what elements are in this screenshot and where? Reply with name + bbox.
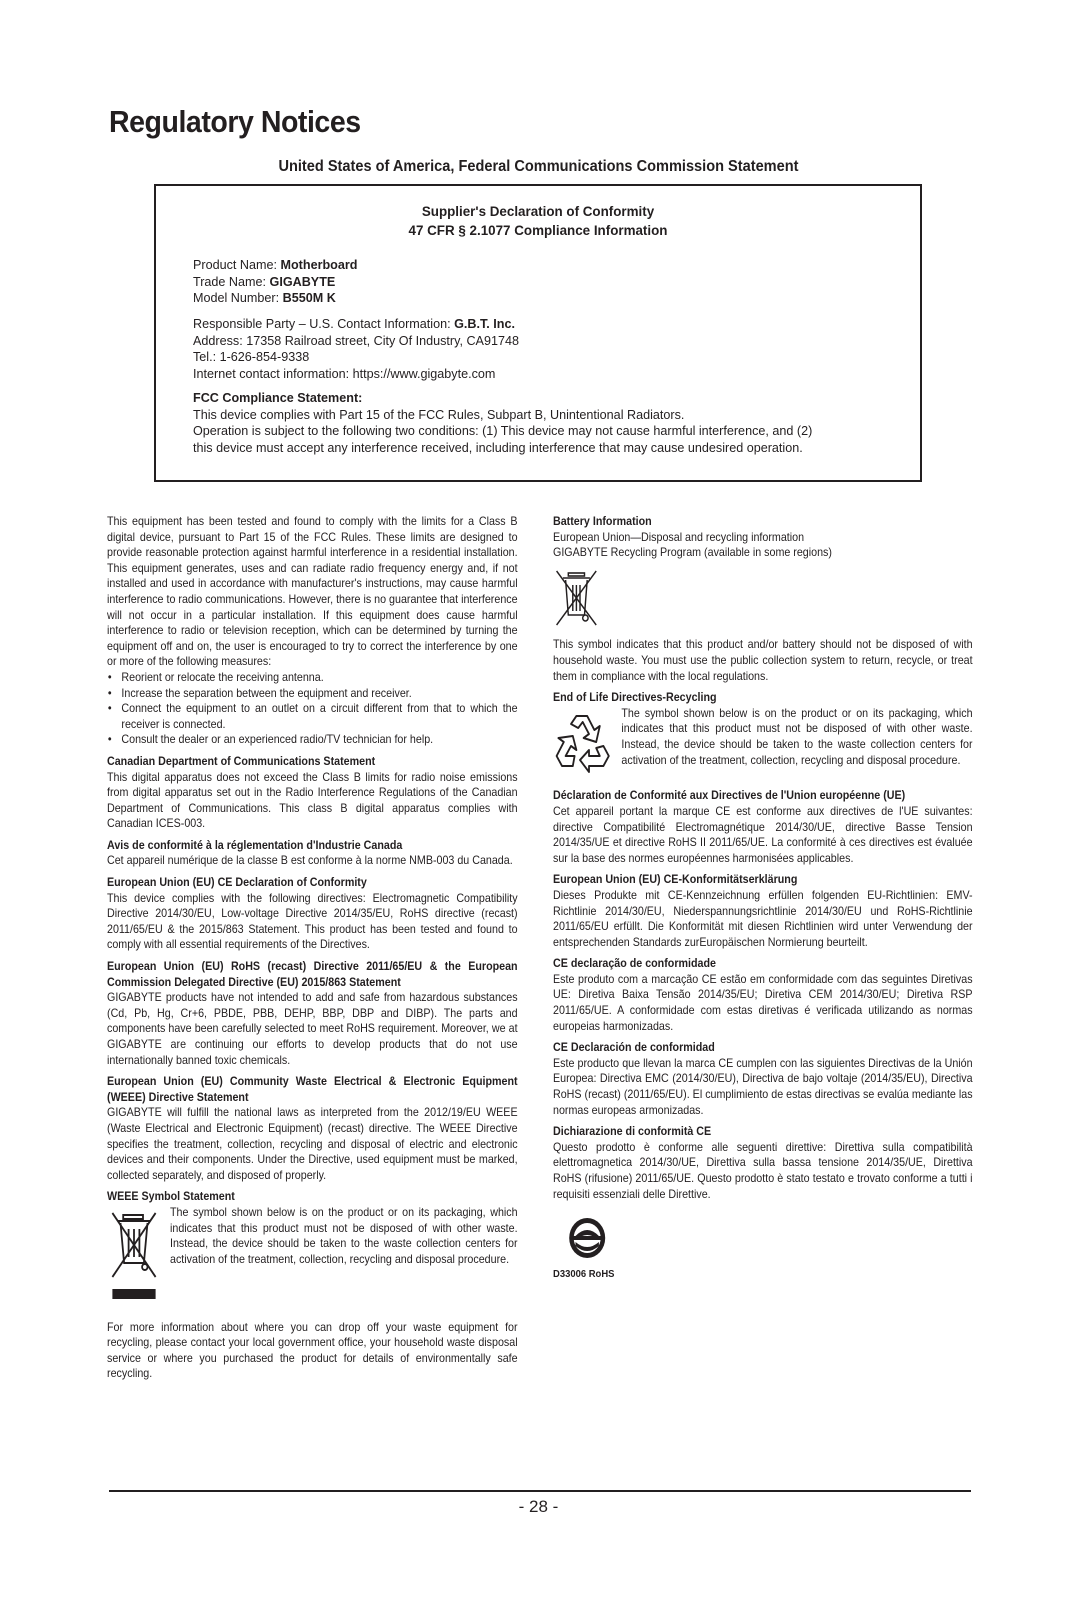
rohs-heading: European Union (EU) RoHS (recast) Directive 2011/65/EU & the European Commission Delegated Directive (EU) 2015/863 Statement — [107, 959, 518, 989]
fr-text: Cet appareil portant la marque CE est conforme aux directives de l'UE suivantes: directive Compatibilité Electromagnétique 2014/30/UE, directive Basse Tension 2014/35/UE et directive RoHS II 2011/65/UE. La conformité à ces directives est évaluée sur la base des normes européennes harmonisées applicables. — [553, 803, 973, 865]
es-text: Este producto que llevan la marca CE cumplen con las siguientes Directivas de la Unión Europea: Directiva EMC (2014/30/EU), Directiva de bajo voltaje (2014/35/EU), Directiva RoHS (recast) (2011/65/EU). El cumplimiento de estas directivas se evalúa mediante las normas europeas armonizadas. — [553, 1055, 973, 1117]
eol-text: The symbol shown below is on the product or on its packaging, which indicates that this product must not be disposed of with other waste. Instead, the device should be taken to the waste collection centers for activation of the treatment, collection, recycling and disposal procedure. — [621, 705, 973, 767]
weee-bin-icon — [107, 1205, 161, 1308]
box-heading-2: 47 CFR § 2.1077 Compliance Information — [408, 223, 668, 238]
weee-symbol-heading: WEEE Symbol Statement — [107, 1189, 235, 1204]
page-title: Regulatory Notices — [109, 104, 361, 139]
product-info — [193, 257, 357, 307]
list-item: • Reorient or relocate the receiving antenna. — [121, 670, 517, 686]
page-number: - 28 - — [518, 1497, 559, 1516]
compliance-line: This device complies with Part 15 of the FCC Rules, Subpart B, Unintentional Radiators. — [193, 407, 685, 422]
address: Address: 17358 Railroad street, City Of Industry, CA91748 — [193, 333, 519, 348]
crossed-bin-icon — [553, 567, 973, 634]
contact-info — [193, 316, 519, 382]
telephone: Tel.: 1-626-854-9338 — [193, 350, 310, 364]
trade-name-value: GIGABYTE — [269, 274, 336, 289]
pt-heading: CE declaração de conformidade — [553, 956, 716, 971]
measures-list — [107, 670, 518, 748]
list-item: • Connect the equipment to an outlet on a circuit different from that to which the receiver is connected. — [121, 701, 517, 732]
left-column — [107, 514, 518, 1382]
model-number-label: Model Number: — [193, 291, 283, 305]
more-info-text: For more information about where you can drop off your waste equipment for recycling, please contact your local government office, your household waste disposal service or where you purchased the product for details of environmentally safe recycling. — [107, 1319, 518, 1381]
pt-text: Este produto com a marcação CE estão em conformidade com das seguintes Diretivas UE: Diretiva Baixa Tensão 2014/35/EU; Diretiva CEM 2014/30/EU; Diretiva RSP 2011/65/UE. A conformidade com estas diretivas é verificada utilizando as normas europeias harmonizadas. — [553, 971, 973, 1033]
eu-ce-heading: European Union (EU) CE Declaration of Conformity — [107, 875, 367, 890]
it-text: Questo prodotto è conforme alle seguenti direttive: Direttiva sulla compatibilità elettromagnetica 2014/30/UE, Direttiva sulla bassa tensione 2014/35/UE, Direttiva RoHS (rifusione) 2011/65/UE. Questo prodotto è stato testato e trovato conforme a tutti i requisiti essenziali delle Direttive. — [553, 1139, 973, 1201]
box-heading-1: Supplier's Declaration of Conformity — [421, 204, 655, 219]
weee-text: GIGABYTE will fulfill the national laws as interpreted from the 2012/19/EU WEEE (Waste Electrical and Electronic Equipment) (recast) directive. The WEEE Directive specifies the treatment, collection, recycling and disposal of electric and electronic devices and their components. Under the Directive, used equipment must be marked, collected separately, and disposed of properly. — [107, 1105, 518, 1182]
rohs-label: D33006 RoHS — [553, 1267, 615, 1280]
battery-text: This symbol indicates that this product and/or battery should not be disposed of with household waste. You must use the public collection system to return, recycle, or treat them in compliance with the local regulations. — [553, 637, 973, 683]
right-column — [553, 514, 973, 1282]
fcc-declaration-box — [154, 184, 922, 482]
rohs-text: GIGABYTE products have not intended to add and safe from hazardous substances (Cd, Pb, Hg, Cr+6, PBDE, PBB, DEHP, BBP, DBP and DIBP). The parts and components have been carefully selected to meet RoHS requirement. Moreover, we at GIGABYTE are continuing our efforts to develop products that do not use internationally banned toxic chemicals. — [107, 990, 518, 1067]
weee-symbol-text: The symbol shown below is on the product or on its packaging, which indicates that this product must not be disposed of with other waste. Instead, the device should be taken to the waste collection centers for activation of the treatment, collection, recycling and disposal procedure. — [170, 1204, 518, 1266]
fcc-class-b-text: This equipment has been tested and found to comply with the limits for a Class B digital device, pursuant to Part 15 of the FCC Rules. These limits are designed to provide reasonable protection against harmful interference in a residential installation. This equipment generates, uses and can radiate radio frequency energy and, if not installed and used in accordance with manufacturer's instructions, may cause harmful interference to radio communications. However, there is no guarantee that interference will not occur in a particular installation. If this equipment does cause harmful interference to radio or television reception, which can be determined by turning the equipment off and on, the user is encouraged to try to correct the interference by one or more of the following measures: — [107, 514, 518, 669]
compliance-heading: FCC Compliance Statement: — [193, 391, 363, 405]
es-heading: CE Declaración de conformidad — [553, 1040, 715, 1055]
de-text: Dieses Produkte mit CE-Kennzeichnung erfüllen folgenden EU-Richtlinien: EMV-Richtlinie 2014/30/EU, Niederspannungsrichtlinie 2014/30/EU und RoHS-Richtlinie 2011/65/EU erfüllt. Die Konformität mit diesen Richtlinien wird unter Verwendung der entsprechenden Standards zurEuropäischen Normierung beurteilt. — [553, 887, 973, 949]
canada-heading: Canadian Department of Communications Statement — [107, 753, 376, 768]
fr-heading: Déclaration de Conformité aux Directives de l'Union européenne (UE) — [553, 788, 906, 803]
avis-text: Cet appareil numérique de la classe B est conforme à la norme NMB-003 du Canada. — [107, 853, 513, 868]
eu-ce-text: This device complies with the following directives: Electromagnetic Compatibility Directive 2014/30/EU, Low-voltage Directive 2014/35/EU, RoHS directive (recast) 2011/65/EU & the 2015/863 Statement. This product has been tested and found to comply with all essential requirements of the Directives. — [107, 890, 518, 952]
battery-line: European Union—Disposal and recycling information — [553, 529, 805, 544]
section-subtitle: United States of America, Federal Communications Commission Statement — [278, 158, 799, 175]
de-heading: European Union (EU) CE-Konformitätserklärung — [553, 872, 798, 887]
list-item: • Increase the separation between the equipment and receiver. — [121, 686, 517, 702]
model-number-value: B550M K — [282, 291, 336, 305]
battery-line: GIGABYTE Recycling Program (available in some regions) — [553, 545, 832, 560]
it-heading: Dichiarazione di conformità CE — [553, 1124, 712, 1139]
compliance-line: this device must accept any interference received, including interference that may cause undesired operation. — [193, 440, 803, 455]
battery-heading: Battery Information — [553, 514, 652, 528]
product-name-label: Product Name: — [193, 258, 281, 272]
canada-text: This digital apparatus does not exceed the Class B limits for radio noise emissions from digital apparatus set out in the Radio Interference Regulations of the Canadian Department of Communications. This class B digital apparatus complies with Canadian ICES-003. — [107, 769, 518, 831]
internet-contact: Internet contact information: https://www.gigabyte.com — [193, 366, 496, 381]
list-item: • Consult the dealer or an experienced radio/TV technician for help. — [121, 732, 517, 748]
responsible-party-label: Responsible Party – U.S. Contact Information: — [193, 317, 455, 331]
rohs-logo-icon — [567, 1216, 972, 1265]
eol-heading: End of Life Directives-Recycling — [553, 690, 717, 705]
product-name-value: Motherboard — [280, 258, 358, 272]
compliance-line: Operation is subject to the following two conditions: (1) This device may not cause harmful interference, and (2) — [193, 424, 813, 438]
trade-name-label: Trade Name: — [193, 274, 270, 289]
weee-heading: European Union (EU) Community Waste Electrical & Electronic Equipment (WEEE) Directive Statement — [107, 1074, 518, 1104]
responsible-party-value: G.B.T. Inc. — [454, 317, 515, 331]
recycle-icon — [553, 706, 614, 779]
fcc-compliance-statement — [193, 390, 812, 456]
footer-rule — [109, 1490, 971, 1492]
avis-heading: Avis de conformité à la réglementation d'Industrie Canada — [107, 837, 403, 852]
